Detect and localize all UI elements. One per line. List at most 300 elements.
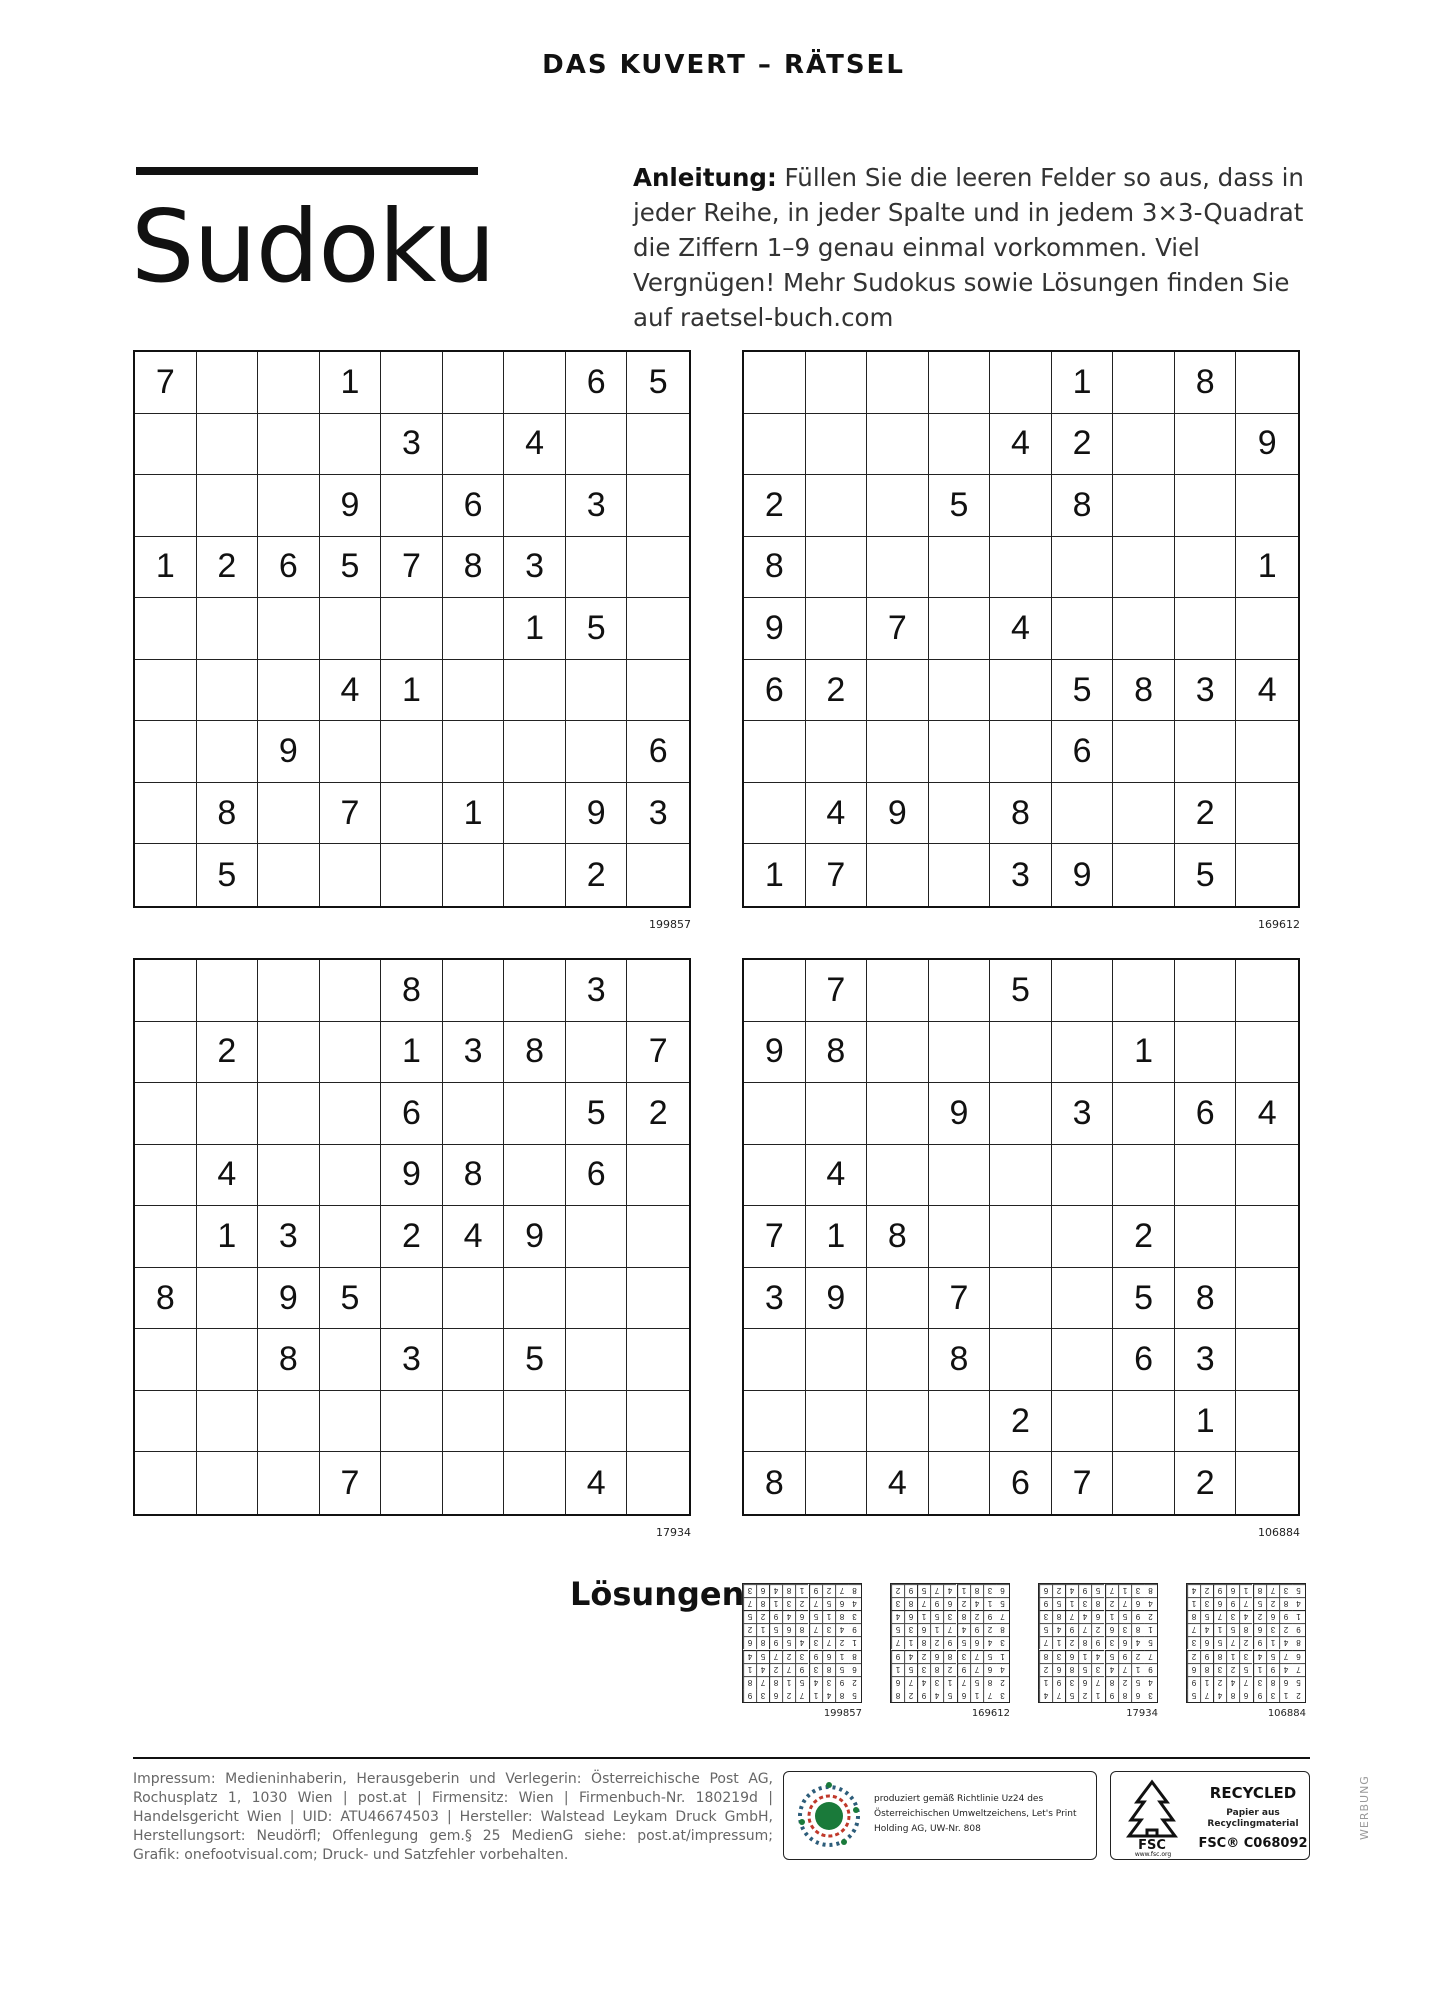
sudoku-cell[interactable] <box>566 1206 628 1268</box>
sudoku-cell[interactable] <box>1236 1145 1298 1207</box>
sudoku-cell: 2 <box>782 1689 795 1702</box>
sudoku-cell[interactable] <box>135 1022 197 1084</box>
sudoku-cell[interactable] <box>744 1145 806 1207</box>
sudoku-cell[interactable] <box>744 1083 806 1145</box>
sudoku-cell[interactable] <box>929 660 991 722</box>
sudoku-cell: 8 <box>891 1689 904 1702</box>
sudoku-cell[interactable] <box>504 960 566 1022</box>
sudoku-cell: 8 <box>1292 1636 1305 1649</box>
sudoku-cell[interactable] <box>627 960 689 1022</box>
sudoku-cell[interactable] <box>806 352 868 414</box>
sudoku-cell[interactable] <box>1113 475 1175 537</box>
sudoku-cell[interactable] <box>320 1022 382 1084</box>
sudoku-cell[interactable] <box>135 721 197 783</box>
sudoku-cell[interactable] <box>929 1452 991 1514</box>
sudoku-cell[interactable] <box>381 1391 443 1453</box>
sudoku-cell[interactable] <box>806 1391 868 1453</box>
sudoku-cell: 1 <box>769 1597 782 1610</box>
sudoku-cell: 8 <box>1266 1676 1279 1689</box>
sudoku-cell[interactable] <box>627 537 689 599</box>
sudoku-cell[interactable] <box>443 1083 505 1145</box>
sudoku-cell: 1 <box>822 1610 835 1623</box>
sudoku-cell[interactable] <box>744 1329 806 1391</box>
sudoku-cell: 6 <box>782 1623 795 1636</box>
sudoku-cell[interactable] <box>806 1329 868 1391</box>
sudoku-cell[interactable] <box>929 1391 991 1453</box>
sudoku-cell: 5 <box>320 1268 382 1330</box>
sudoku-cell[interactable] <box>806 598 868 660</box>
sudoku-cell[interactable] <box>990 537 1052 599</box>
sudoku-cell: 2 <box>1052 414 1114 476</box>
sudoku-cell: 7 <box>835 1584 848 1597</box>
sudoku-cell: 6 <box>970 1636 983 1649</box>
sudoku-cell[interactable] <box>443 1329 505 1391</box>
sudoku-cell[interactable] <box>867 1083 929 1145</box>
sudoku-cell: 3 <box>822 1676 835 1689</box>
sudoku-cell: 5 <box>852 1690 857 1700</box>
sudoku-cell[interactable] <box>1113 1145 1175 1207</box>
sudoku-cell: 8 <box>756 1597 769 1610</box>
sudoku-cell: 8 <box>443 1145 505 1207</box>
sudoku-cell[interactable] <box>867 1268 929 1330</box>
sudoku-cell[interactable] <box>258 598 320 660</box>
sudoku-cell[interactable] <box>990 660 1052 722</box>
sudoku-cell: 3 <box>782 1597 795 1610</box>
sudoku-cell: 8 <box>1091 1597 1104 1610</box>
sudoku-cell[interactable] <box>990 352 1052 414</box>
sudoku-cell: 7 <box>1266 1584 1279 1597</box>
sudoku-cell[interactable] <box>504 844 566 906</box>
sudoku-cell[interactable] <box>504 1452 566 1514</box>
sudoku-cell: 6 <box>943 1597 956 1610</box>
sudoku-cell[interactable] <box>566 1329 628 1391</box>
sudoku-cell[interactable] <box>627 475 689 537</box>
sudoku-cell[interactable] <box>627 660 689 722</box>
sudoku-cell: 5 <box>1131 1676 1144 1689</box>
sudoku-cell[interactable] <box>1113 721 1175 783</box>
sudoku-cell[interactable] <box>197 1329 259 1391</box>
sudoku-cell[interactable] <box>443 721 505 783</box>
sudoku-cell[interactable] <box>443 1391 505 1453</box>
sudoku-cell: 6 <box>743 1636 756 1649</box>
sudoku-cell[interactable] <box>1052 1391 1114 1453</box>
sudoku-cell[interactable] <box>135 844 197 906</box>
sudoku-cell: 6 <box>1039 1584 1052 1597</box>
sudoku-cell[interactable] <box>320 1083 382 1145</box>
sudoku-cell[interactable] <box>258 1452 320 1514</box>
sudoku-cell: 1 <box>943 1676 956 1689</box>
sudoku-cell: 3 <box>795 1650 808 1663</box>
sudoku-cell: 2 <box>627 1083 689 1145</box>
sudoku-cell[interactable] <box>197 598 259 660</box>
sudoku-cell[interactable] <box>504 783 566 845</box>
sudoku-cell[interactable] <box>443 660 505 722</box>
sudoku-cell[interactable] <box>135 414 197 476</box>
sudoku-cell: 5 <box>1078 1663 1091 1676</box>
sudoku-cell: 5 <box>1144 1636 1157 1649</box>
sudoku-cell[interactable] <box>504 660 566 722</box>
sudoku-cell[interactable] <box>1175 1145 1237 1207</box>
sudoku-cell[interactable] <box>320 960 382 1022</box>
sudoku-cell[interactable] <box>806 1083 868 1145</box>
sudoku-cell: 2 <box>1175 1452 1237 1514</box>
sudoku-cell[interactable] <box>258 475 320 537</box>
sudoku-cell[interactable] <box>566 1391 628 1453</box>
sudoku-cell[interactable] <box>443 1268 505 1330</box>
sudoku-cell: 2 <box>1187 1650 1200 1663</box>
sudoku-cell[interactable] <box>566 537 628 599</box>
sudoku-cell[interactable] <box>504 1391 566 1453</box>
sudoku-cell[interactable] <box>1052 598 1114 660</box>
sudoku-cell[interactable] <box>1113 844 1175 906</box>
sudoku-cell[interactable] <box>504 1145 566 1207</box>
sudoku-cell[interactable] <box>1236 721 1298 783</box>
sudoku-cell[interactable] <box>1236 1329 1298 1391</box>
sudoku-cell[interactable] <box>197 1391 259 1453</box>
sudoku-cell[interactable] <box>627 414 689 476</box>
sudoku-cell[interactable] <box>1113 960 1175 1022</box>
sudoku-cell[interactable] <box>1113 1083 1175 1145</box>
sudoku-cell[interactable] <box>258 844 320 906</box>
sudoku-cell[interactable] <box>627 1145 689 1207</box>
sudoku-cell[interactable] <box>1175 475 1237 537</box>
sudoku-cell[interactable] <box>1236 352 1298 414</box>
sudoku-cell: 1 <box>1078 1650 1091 1663</box>
sudoku-cell[interactable] <box>627 1452 689 1514</box>
sudoku-cell[interactable] <box>135 1452 197 1514</box>
sudoku-cell[interactable] <box>258 414 320 476</box>
imprint: Impressum: Medieninhaberin, Herausgeberin und Verlegerin: Österreichische Post AG, Rochusplatz 1, 1030 Wien | post.at | Firmensitz: Wien | Firmenbuch-Nr. 180219d | Handelsgericht Wien | UID: ATU46674503 | Hersteller: Walstead Leykam Druck GmbH, Herstellungsort: Neudörfl; Offenlegung gem.§ 25 MedienG siehe: post.at/impressum; Grafik: onefootvisual.com; Druck- und Satzfehler vorbehalten. <box>133 1771 773 1863</box>
sudoku-cell: 2 <box>1039 1663 1052 1676</box>
sudoku-cell: 6 <box>443 475 505 537</box>
sudoku-cell[interactable] <box>1052 537 1114 599</box>
sudoku-cell[interactable] <box>1113 537 1175 599</box>
sudoku-cell[interactable] <box>867 1145 929 1207</box>
sudoku-cell: 2 <box>756 1610 769 1623</box>
sudoku-cell[interactable] <box>1236 960 1298 1022</box>
sudoku-cell[interactable] <box>566 1268 628 1330</box>
sudoku-cell: 6 <box>1226 1584 1239 1597</box>
sudoku-cell[interactable] <box>1236 1268 1298 1330</box>
sudoku-cell[interactable] <box>566 721 628 783</box>
sudoku-cell[interactable] <box>1175 721 1237 783</box>
sudoku-cell[interactable] <box>381 598 443 660</box>
sudoku-cell[interactable] <box>258 1083 320 1145</box>
sudoku-cell[interactable] <box>135 1329 197 1391</box>
sudoku-cell: 6 <box>990 1452 1052 1514</box>
sudoku-cell[interactable] <box>867 960 929 1022</box>
sudoku-cell[interactable] <box>320 1329 382 1391</box>
sudoku-cell[interactable] <box>744 1391 806 1453</box>
sudoku-cell[interactable] <box>320 844 382 906</box>
sudoku-cell[interactable] <box>627 598 689 660</box>
sudoku-cell[interactable] <box>627 1329 689 1391</box>
sudoku-cell[interactable] <box>566 1022 628 1084</box>
sudoku-cell: 1 <box>1175 1391 1237 1453</box>
sudoku-cell[interactable] <box>1175 1206 1237 1268</box>
sudoku-cell[interactable] <box>135 1391 197 1453</box>
sudoku-cell[interactable] <box>197 1083 259 1145</box>
sudoku-cell[interactable] <box>504 352 566 414</box>
sudoku-cell[interactable] <box>1175 1022 1237 1084</box>
sudoku-cell[interactable] <box>744 960 806 1022</box>
sudoku-cell: 4 <box>795 1636 808 1649</box>
sudoku-cell[interactable] <box>135 960 197 1022</box>
sudoku-cell[interactable] <box>990 1083 1052 1145</box>
sudoku-cell: 7 <box>135 352 197 414</box>
sudoku-cell: 4 <box>1091 1650 1104 1663</box>
sudoku-cell[interactable] <box>1175 960 1237 1022</box>
sudoku-cell: 4 <box>1105 1663 1118 1676</box>
sudoku-cell: 1 <box>443 783 505 845</box>
sudoku-cell: 7 <box>1279 1650 1292 1663</box>
sudoku-cell[interactable] <box>504 1083 566 1145</box>
sudoku-cell[interactable] <box>867 1022 929 1084</box>
sudoku-cell[interactable] <box>566 660 628 722</box>
sudoku-cell: 9 <box>835 1676 848 1689</box>
sudoku-cell[interactable] <box>320 1391 382 1453</box>
sudoku-cell[interactable] <box>929 1022 991 1084</box>
sudoku-cell[interactable] <box>1175 537 1237 599</box>
sudoku-cell[interactable] <box>744 414 806 476</box>
sudoku-cell[interactable] <box>443 598 505 660</box>
sudoku-cell[interactable] <box>135 1083 197 1145</box>
sudoku-cell[interactable] <box>258 1145 320 1207</box>
sudoku-cell: 2 <box>835 1636 848 1649</box>
sudoku-cell[interactable] <box>197 414 259 476</box>
sudoku-cell: 6 <box>795 1610 808 1623</box>
sudoku-cell[interactable] <box>381 1268 443 1330</box>
sudoku-cell[interactable] <box>1052 783 1114 845</box>
sudoku-cell[interactable] <box>1236 1022 1298 1084</box>
sudoku-cell[interactable] <box>1113 1391 1175 1453</box>
sudoku-cell[interactable] <box>990 1329 1052 1391</box>
sudoku-cell[interactable] <box>1236 1206 1298 1268</box>
sudoku-cell: 1 <box>891 1663 904 1676</box>
sudoku-cell[interactable] <box>806 475 868 537</box>
sudoku-cell[interactable] <box>1175 598 1237 660</box>
sudoku-cell[interactable] <box>1113 783 1175 845</box>
sudoku-cell[interactable] <box>1113 352 1175 414</box>
sudoku-cell[interactable] <box>381 783 443 845</box>
sudoku-cell[interactable] <box>258 783 320 845</box>
sudoku-cell: 5 <box>957 1636 970 1649</box>
sudoku-cell[interactable] <box>258 1022 320 1084</box>
sudoku-cell[interactable] <box>627 1391 689 1453</box>
sudoku-cell: 2 <box>1175 783 1237 845</box>
sudoku-cell[interactable] <box>1236 598 1298 660</box>
sudoku-cell[interactable] <box>1052 1268 1114 1330</box>
sudoku-cell[interactable] <box>867 537 929 599</box>
sudoku-cell[interactable] <box>867 414 929 476</box>
sudoku-cell: 2 <box>943 1663 956 1676</box>
sudoku-cell[interactable] <box>1236 1452 1298 1514</box>
sudoku-cell: 2 <box>381 1206 443 1268</box>
sudoku-cell[interactable] <box>443 844 505 906</box>
sudoku-cell: 9 <box>1253 1636 1266 1649</box>
sudoku-cell[interactable] <box>867 1329 929 1391</box>
sudoku-cell[interactable] <box>1052 1206 1114 1268</box>
sudoku-cell[interactable] <box>197 721 259 783</box>
sudoku-cell[interactable] <box>1236 844 1298 906</box>
sudoku-cell[interactable] <box>135 475 197 537</box>
sudoku-cell[interactable] <box>990 721 1052 783</box>
sudoku-cell[interactable] <box>1175 414 1237 476</box>
sudoku-cell[interactable] <box>990 475 1052 537</box>
sudoku-cell[interactable] <box>929 537 991 599</box>
sudoku-cell[interactable] <box>929 414 991 476</box>
sudoku-cell: 1 <box>320 352 382 414</box>
puzzle-id: 106884 <box>1258 1526 1300 1539</box>
sudoku-cell[interactable] <box>929 844 991 906</box>
sudoku-cell[interactable] <box>504 721 566 783</box>
sudoku-cell[interactable] <box>806 414 868 476</box>
sudoku-cell[interactable] <box>1052 1329 1114 1391</box>
sudoku-cell[interactable] <box>197 352 259 414</box>
sudoku-cell[interactable] <box>135 1206 197 1268</box>
sudoku-cell: 2 <box>1131 1650 1144 1663</box>
sudoku-cell[interactable] <box>806 1452 868 1514</box>
sudoku-cell[interactable] <box>135 1145 197 1207</box>
sudoku-cell[interactable] <box>381 352 443 414</box>
sudoku-cell[interactable] <box>197 1268 259 1330</box>
sudoku-cell: 2 <box>990 1391 1052 1453</box>
sudoku-cell[interactable] <box>929 721 991 783</box>
sudoku-cell: 8 <box>917 1636 930 1649</box>
sudoku-cell: 7 <box>320 1452 382 1514</box>
sudoku-cell[interactable] <box>320 1206 382 1268</box>
sudoku-cell[interactable] <box>867 660 929 722</box>
solutions-label: Lösungen <box>570 1575 745 1613</box>
sudoku-cell: 1 <box>1144 1623 1157 1636</box>
sudoku-cell[interactable] <box>258 960 320 1022</box>
sudoku-cell[interactable] <box>197 660 259 722</box>
sudoku-cell[interactable] <box>627 1268 689 1330</box>
sudoku-cell[interactable] <box>929 598 991 660</box>
sudoku-cell[interactable] <box>1113 598 1175 660</box>
sudoku-cell: 1 <box>1292 1610 1305 1623</box>
sudoku-cell[interactable] <box>1052 1145 1114 1207</box>
sudoku-cell: 3 <box>983 1584 996 1597</box>
sudoku-cell[interactable] <box>867 721 929 783</box>
sudoku-cell: 3 <box>943 1610 956 1623</box>
sudoku-cell: 6 <box>1113 1329 1175 1391</box>
sudoku-cell[interactable] <box>867 1391 929 1453</box>
sudoku-cell[interactable] <box>443 352 505 414</box>
sudoku-cell[interactable] <box>867 475 929 537</box>
sudoku-cell[interactable] <box>320 1145 382 1207</box>
sudoku-cell[interactable] <box>1113 414 1175 476</box>
sudoku-cell: 9 <box>1187 1676 1200 1689</box>
sudoku-cell[interactable] <box>867 844 929 906</box>
sudoku-cell[interactable] <box>929 783 991 845</box>
sudoku-cell: 7 <box>743 1597 756 1610</box>
sudoku-cell[interactable] <box>1113 1452 1175 1514</box>
sudoku-cell[interactable] <box>1236 1391 1298 1453</box>
sudoku-cell[interactable] <box>1236 475 1298 537</box>
sudoku-cell[interactable] <box>504 475 566 537</box>
sudoku-cell[interactable] <box>504 1268 566 1330</box>
sudoku-cell[interactable] <box>990 1022 1052 1084</box>
sudoku-cell: 9 <box>970 1623 983 1636</box>
sudoku-cell[interactable] <box>135 783 197 845</box>
sudoku-cell[interactable] <box>867 352 929 414</box>
sudoku-cell[interactable] <box>320 721 382 783</box>
sudoku-cell[interactable] <box>197 1452 259 1514</box>
sudoku-cell[interactable] <box>320 414 382 476</box>
sudoku-cell[interactable] <box>990 1206 1052 1268</box>
sudoku-cell: 3 <box>809 1636 822 1649</box>
sudoku-cell: 6 <box>1105 1623 1118 1636</box>
sudoku-cell[interactable] <box>381 1452 443 1514</box>
sudoku-cell[interactable] <box>806 537 868 599</box>
sudoku-cell: 7 <box>1292 1663 1305 1676</box>
sudoku-cell[interactable] <box>627 1206 689 1268</box>
sudoku-cell[interactable] <box>258 1391 320 1453</box>
sudoku-cell: 7 <box>1065 1610 1078 1623</box>
sudoku-cell[interactable] <box>1236 783 1298 845</box>
sudoku-cell: 9 <box>848 1623 861 1636</box>
sudoku-cell[interactable] <box>990 1268 1052 1330</box>
sudoku-cell[interactable] <box>627 844 689 906</box>
sudoku-cell[interactable] <box>320 598 382 660</box>
sudoku-cell: 8 <box>1144 1584 1157 1597</box>
sudoku-cell[interactable] <box>1052 960 1114 1022</box>
sudoku-cell: 2 <box>983 1623 996 1636</box>
sudoku-cell[interactable] <box>744 352 806 414</box>
sudoku-cell[interactable] <box>929 1145 991 1207</box>
sudoku-cell[interactable] <box>929 352 991 414</box>
sudoku-cell[interactable] <box>381 475 443 537</box>
sudoku-cell: 3 <box>1187 1636 1200 1649</box>
sudoku-cell[interactable] <box>381 844 443 906</box>
sudoku-cell: 4 <box>957 1623 970 1636</box>
sudoku-cell[interactable] <box>443 1452 505 1514</box>
sudoku-cell: 9 <box>743 1689 756 1702</box>
sudoku-cell: 2 <box>1239 1636 1252 1649</box>
sudoku-cell[interactable] <box>744 721 806 783</box>
sudoku-cell[interactable] <box>258 660 320 722</box>
sudoku-cell: 2 <box>970 1610 983 1623</box>
sudoku-cell[interactable] <box>744 783 806 845</box>
sudoku-cell: 3 <box>744 1268 806 1330</box>
sudoku-cell[interactable] <box>990 1145 1052 1207</box>
sudoku-cell: 1 <box>1039 1676 1052 1689</box>
sudoku-cell[interactable] <box>443 414 505 476</box>
sudoku-cell[interactable] <box>806 721 868 783</box>
sudoku-cell[interactable] <box>135 660 197 722</box>
sudoku-cell[interactable] <box>135 598 197 660</box>
sudoku-cell[interactable] <box>566 414 628 476</box>
sudoku-cell: 7 <box>1039 1636 1052 1649</box>
sudoku-cell[interactable] <box>381 721 443 783</box>
sudoku-cell[interactable] <box>929 1206 991 1268</box>
sudoku-cell: 2 <box>744 475 806 537</box>
sudoku-cell: 7 <box>809 1623 822 1636</box>
sudoku-cell: 8 <box>1052 1610 1065 1623</box>
sudoku-cell[interactable] <box>929 960 991 1022</box>
sudoku-cell[interactable] <box>1052 1022 1114 1084</box>
fsc-tree-icon <box>1117 1778 1187 1854</box>
sudoku-cell: 8 <box>867 1206 929 1268</box>
sudoku-cell: 2 <box>1113 1206 1175 1268</box>
solution-id: 17934 <box>1126 1708 1158 1719</box>
sudoku-cell[interactable] <box>258 352 320 414</box>
sudoku-cell[interactable] <box>197 475 259 537</box>
sudoku-cell[interactable] <box>443 960 505 1022</box>
sudoku-cell: 5 <box>1226 1623 1239 1636</box>
sudoku-cell[interactable] <box>197 960 259 1022</box>
